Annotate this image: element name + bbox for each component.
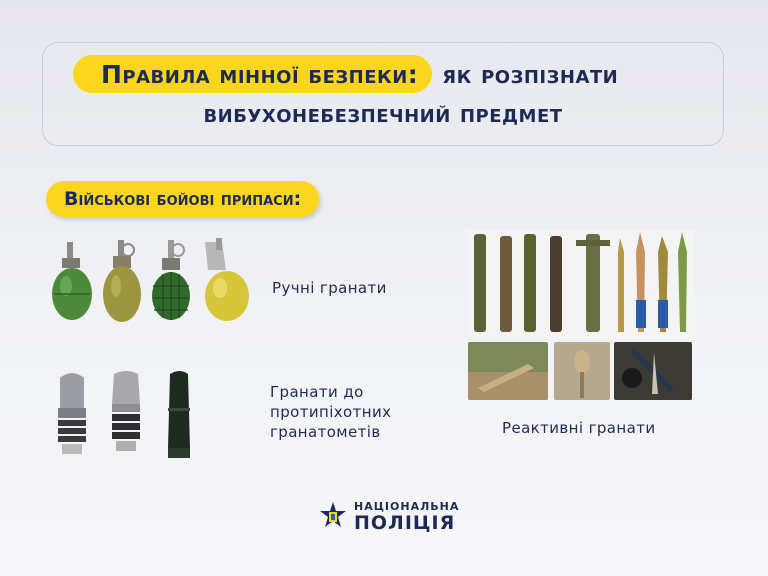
launcher-grenades-label-line2: протипіхотних (270, 403, 392, 421)
police-star-emblem-icon (318, 501, 348, 533)
rocket-photo-2 (554, 342, 610, 400)
launcher-grenades-label-line3: гранатометів (270, 423, 381, 441)
title-highlight: Правила мінної безпеки: (73, 55, 432, 93)
launcher-grenades-image (52, 368, 202, 460)
title-rest: як розпізнати (442, 59, 619, 89)
title-line2: вибухонебезпечний предмет (203, 99, 563, 128)
rocket-launchers-image (468, 230, 694, 338)
hand-grenades-image (50, 236, 256, 324)
title-line1 (73, 55, 618, 93)
rocket-photo-3 (614, 342, 692, 400)
launcher-grenades-label-line1: Гранати до (270, 383, 364, 401)
police-logo (318, 500, 459, 533)
logo-line1: НАЦІОНАЛЬНА (354, 500, 460, 513)
logo-line2: ПОЛІЦІЯ (354, 512, 456, 534)
rocket-photo-1 (468, 342, 548, 400)
hand-grenades-label: Ручні гранати (272, 279, 387, 297)
launcher-grenades-label (270, 382, 391, 442)
section-heading: Військові бойові припаси: (46, 181, 319, 217)
title-box (42, 42, 724, 146)
rocket-grenades-label: Реактивні гранати (502, 419, 656, 437)
